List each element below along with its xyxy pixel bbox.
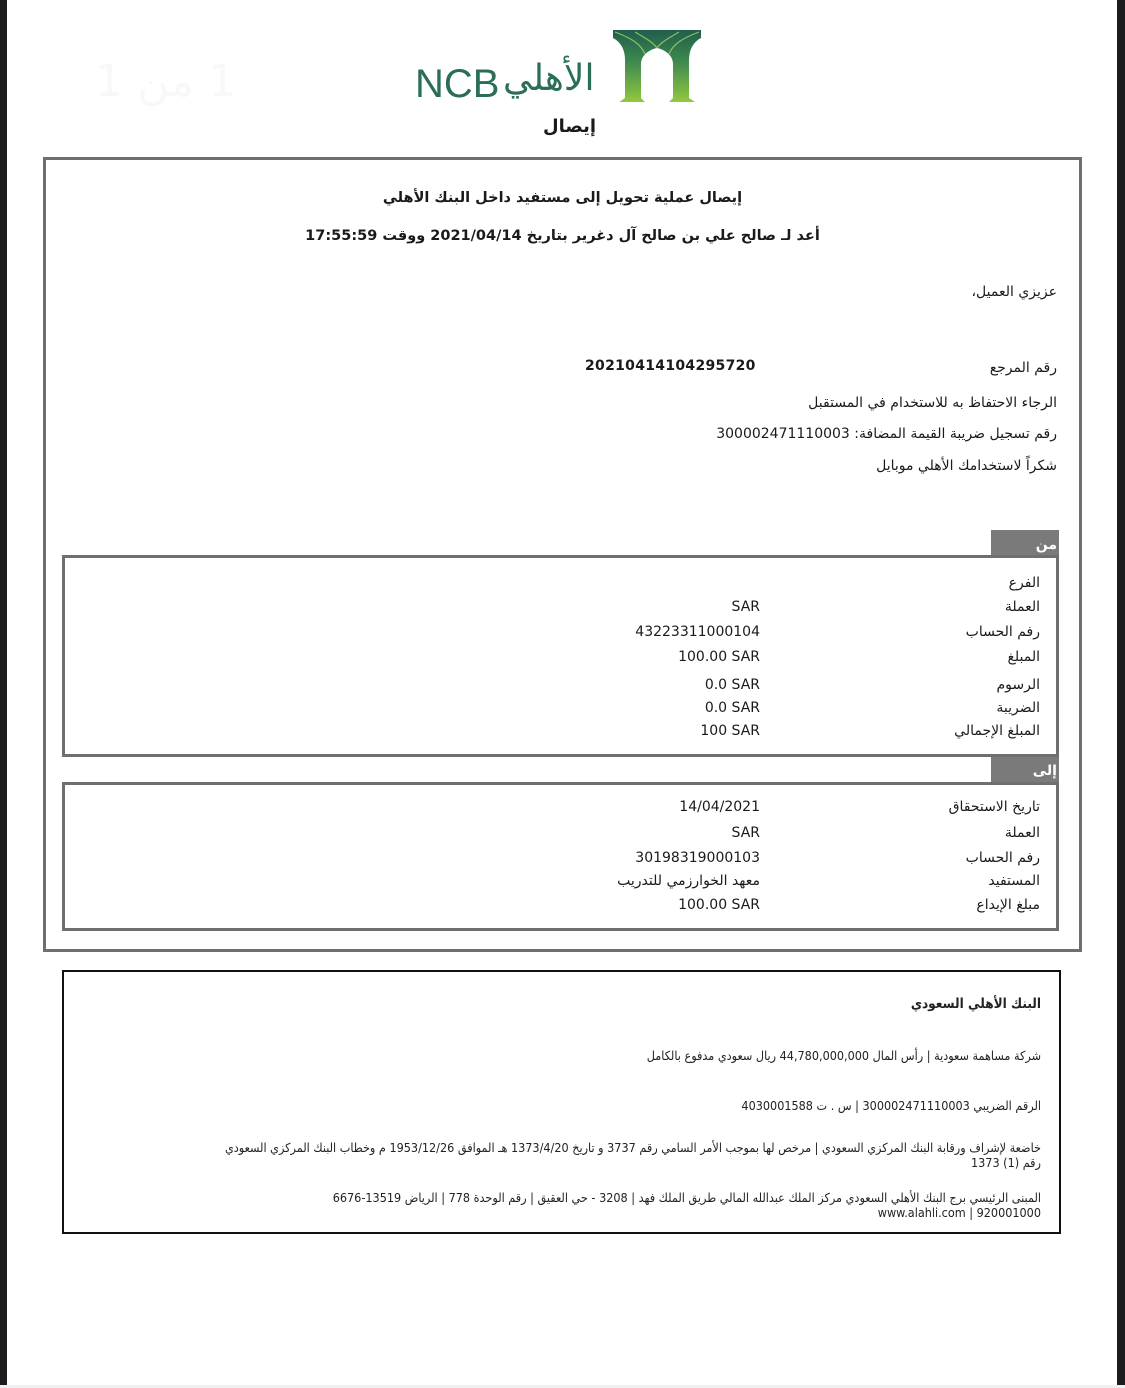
row-value: معهد الخوارزمي للتدريب [617,873,760,889]
row-value: SAR [731,825,760,841]
to-section [62,782,1059,931]
row-label: مبلغ الإيداع [976,897,1040,913]
row-label: المستفيد [988,873,1040,889]
keep-note: الرجاء الاحتفاظ به للاستخدام في المستقبل [808,395,1057,411]
prepared-for-line: أعد لـ صالح علي بن صالح آل دغرير بتاريخ 2021/04/14 ووقت 17:55:59 [305,228,820,244]
row-label: الرسوم [996,677,1040,693]
row-value: 14/04/2021 [679,799,760,815]
reference-value: 20210414104295720 [585,358,756,374]
footer-bank-name: البنك الأهلي السعودي [910,996,1041,1012]
row-value: 100.00 SAR [678,649,760,665]
footer-regulation-line1: خاضعة لإشراف ورقابة البنك المركزي السعودي | مرخص لها بموجب الأمر السامي رقم 3737 و تاريخ 1373/4/20 هـ الموافق 1953/12/26 م وخطاب البنك المركزي السعودي [224,1140,1041,1155]
row-label: العملة [1004,825,1040,841]
row-label: رفم الحساب [965,624,1040,640]
footer-address-line2: 920001000 | www.alahli.com [877,1205,1041,1220]
row-label: المبلغ الإجمالي [954,723,1040,739]
footer-tax-cr: الرقم الضريبي 300002471110003 | س . ت 4030001588 [741,1098,1041,1113]
footer-regulation-line2: رقم (1) 1373 [970,1155,1041,1170]
row-label: المبلغ [1007,649,1040,665]
bank-footer [62,970,1061,1234]
row-label: الفرع [1008,575,1040,591]
row-label: العملة [1004,599,1040,615]
row-value: 30198319000103 [635,850,760,866]
logo-text-en: NCB [415,62,500,106]
to-section-tab: إلى [991,757,1059,784]
row-value: 100.00 SAR [678,897,760,913]
reference-label: رقم المرجع [989,360,1057,376]
footer-capital: شركة مساهمة سعودية | رأس المال 44,780,000,000 ريال سعودي مدفوع بالكامل [646,1048,1041,1063]
row-label: الضريبة [996,700,1040,716]
row-value: 0.0 SAR [704,677,760,693]
thanks-line: شكراً لاستخدامك الأهلي موبايل [876,458,1057,474]
row-label: رفم الحساب [965,850,1040,866]
ncb-logo [415,28,705,108]
vat-registration-line: رقم تسجيل ضريبة القيمة المضافة: 300002471110003 [716,426,1057,442]
footer-address-line1: المبنى الرئيسي برج البنك الأهلي السعودي مركز الملك عبدالله المالي طريق الملك فهد | 3208 - حي العقيق | رقم الوحدة 778 | الرياض 13519-6676 [332,1190,1041,1205]
row-value: 100 SAR [700,723,760,739]
logo-text-ar: الأهلي [503,58,595,99]
from-section [62,555,1059,757]
receipt-title: إيصال [542,116,597,137]
row-value: 43223311000104 [635,624,760,640]
receipt-heading: إيصال عملية تحويل إلى مستفيد داخل البنك الأهلي [382,190,743,206]
greeting: عزيزي العميل، [971,284,1057,300]
receipt-box [43,157,1082,952]
row-value: SAR [731,599,760,615]
row-value: 0.0 SAR [704,700,760,716]
from-section-tab: من [991,530,1059,556]
page-indicator: 1 من 1 [95,56,237,107]
ncb-arch-logo-icon [611,28,703,104]
row-label: تاريخ الاستحقاق [948,799,1040,815]
